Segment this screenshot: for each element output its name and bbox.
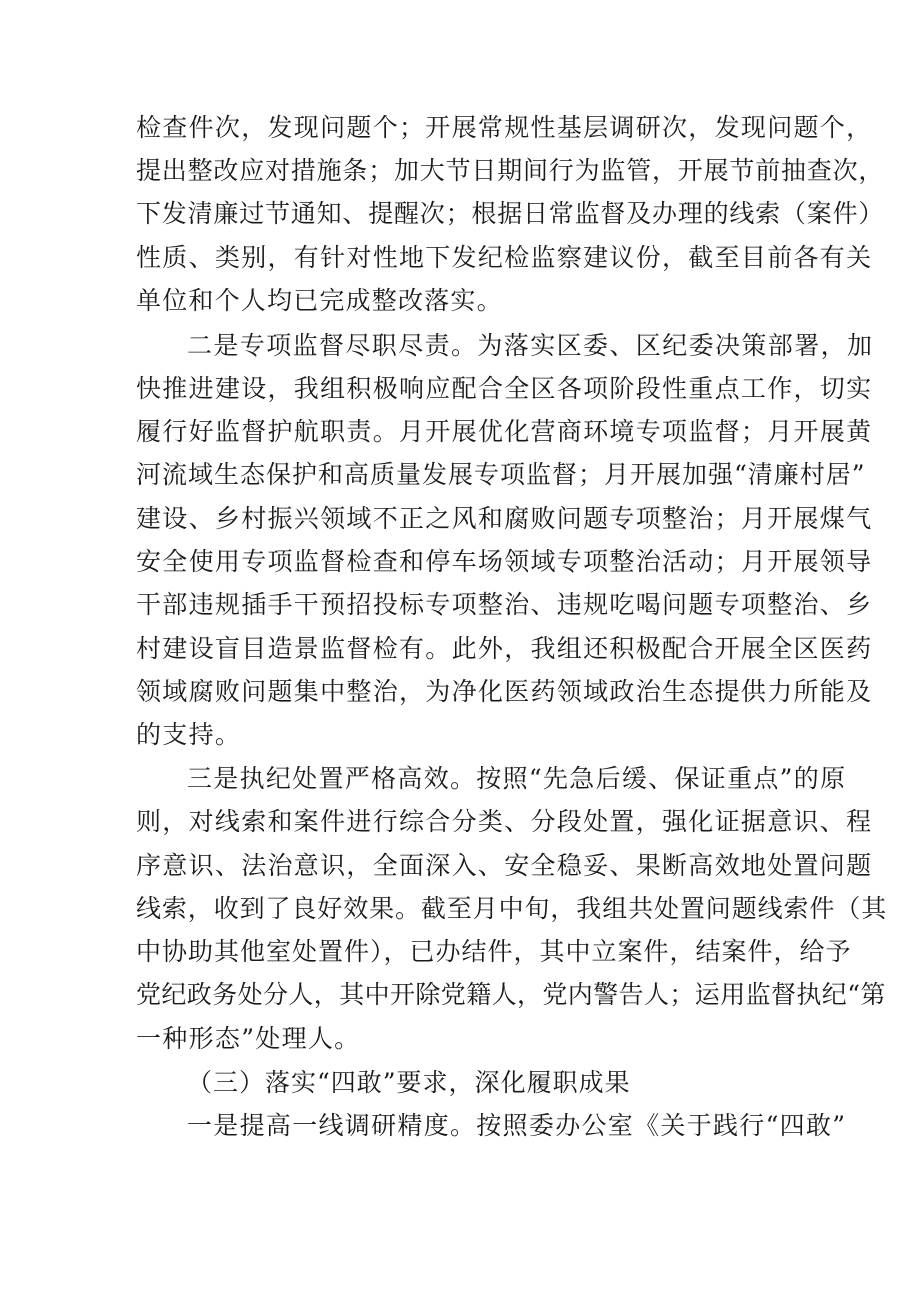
text-line-2: 提出整改应对措施条；加大节日期间行为监管，开展节前抽查次， xyxy=(136,156,885,185)
text-line-18: 序意识、法治意识，全面深入、安全稳妥、果断高效地处置问题 xyxy=(136,851,873,880)
text-line-20: 中协助其他室处置件），已办结件，其中立案件，结案件，给予 xyxy=(136,937,852,966)
text-line-12: 干部违规插手干预招投标专项整治、违规吃喝问题专项整治、乡 xyxy=(136,590,873,619)
text-line-21: 党纪政务处分人，其中开除党籍人，党内警告人；运用监督执纪“第 xyxy=(136,980,886,1009)
text-line-1: 检查件次，发现问题个；开展常规性基层调研次，发现问题个， xyxy=(136,113,873,142)
text-line-19: 线索，收到了良好效果。截至月中旬，我组共处置问题线索件（其 xyxy=(136,894,888,923)
section-heading: （三）落实“四敢”要求，深化履职成果 xyxy=(187,1068,631,1097)
text-line-6: 二是专项监督尽职尽责。为落实区委、区纪委决策部署，加 xyxy=(187,331,874,360)
text-line-14: 领域腐败问题集中整治，为净化医药领域政治生态提供力所能及 xyxy=(136,677,873,706)
text-line-16: 三是执纪处置严格高效。按照“先急后缓、保证重点”的原 xyxy=(187,764,847,793)
text-line-3: 下发清廉过节通知、提醒次；根据日常监督及办理的线索（案件） xyxy=(136,199,885,228)
text-line-8: 履行好监督护航职责。月开展优化营商环境专项监督；月开展黄 xyxy=(136,417,873,446)
text-line-7: 快推进建设，我组积极响应配合全区各项阶段性重点工作，切实 xyxy=(136,374,873,403)
text-line-13: 村建设盲目造景监督检有。此外，我组还积极配合开展全区医药 xyxy=(136,634,873,663)
text-line-24: 一是提高一线调研精度。按照委办公室《关于践行“四敢” xyxy=(187,1111,847,1140)
text-line-5: 单位和个人均已完成整改落实。 xyxy=(136,286,503,315)
text-line-17: 则，对线索和案件进行综合分类、分段处置，强化证据意识、程 xyxy=(136,807,873,836)
text-line-10: 建设、乡村振兴领域不正之风和腐败问题专项整治；月开展煤气 xyxy=(136,504,873,533)
text-line-22: 一种形态”处理人。 xyxy=(136,1024,361,1053)
text-line-15: 的支持。 xyxy=(136,720,242,749)
text-line-11: 安全使用专项监督检查和停车场领域专项整治活动；月开展领导 xyxy=(136,547,873,576)
text-line-4: 性质、类别，有针对性地下发纪检监察建议份，截至目前各有关 xyxy=(136,243,873,272)
text-line-9: 河流域生态保护和高质量发展专项监督；月开展加强“清廉村居” xyxy=(136,460,866,489)
